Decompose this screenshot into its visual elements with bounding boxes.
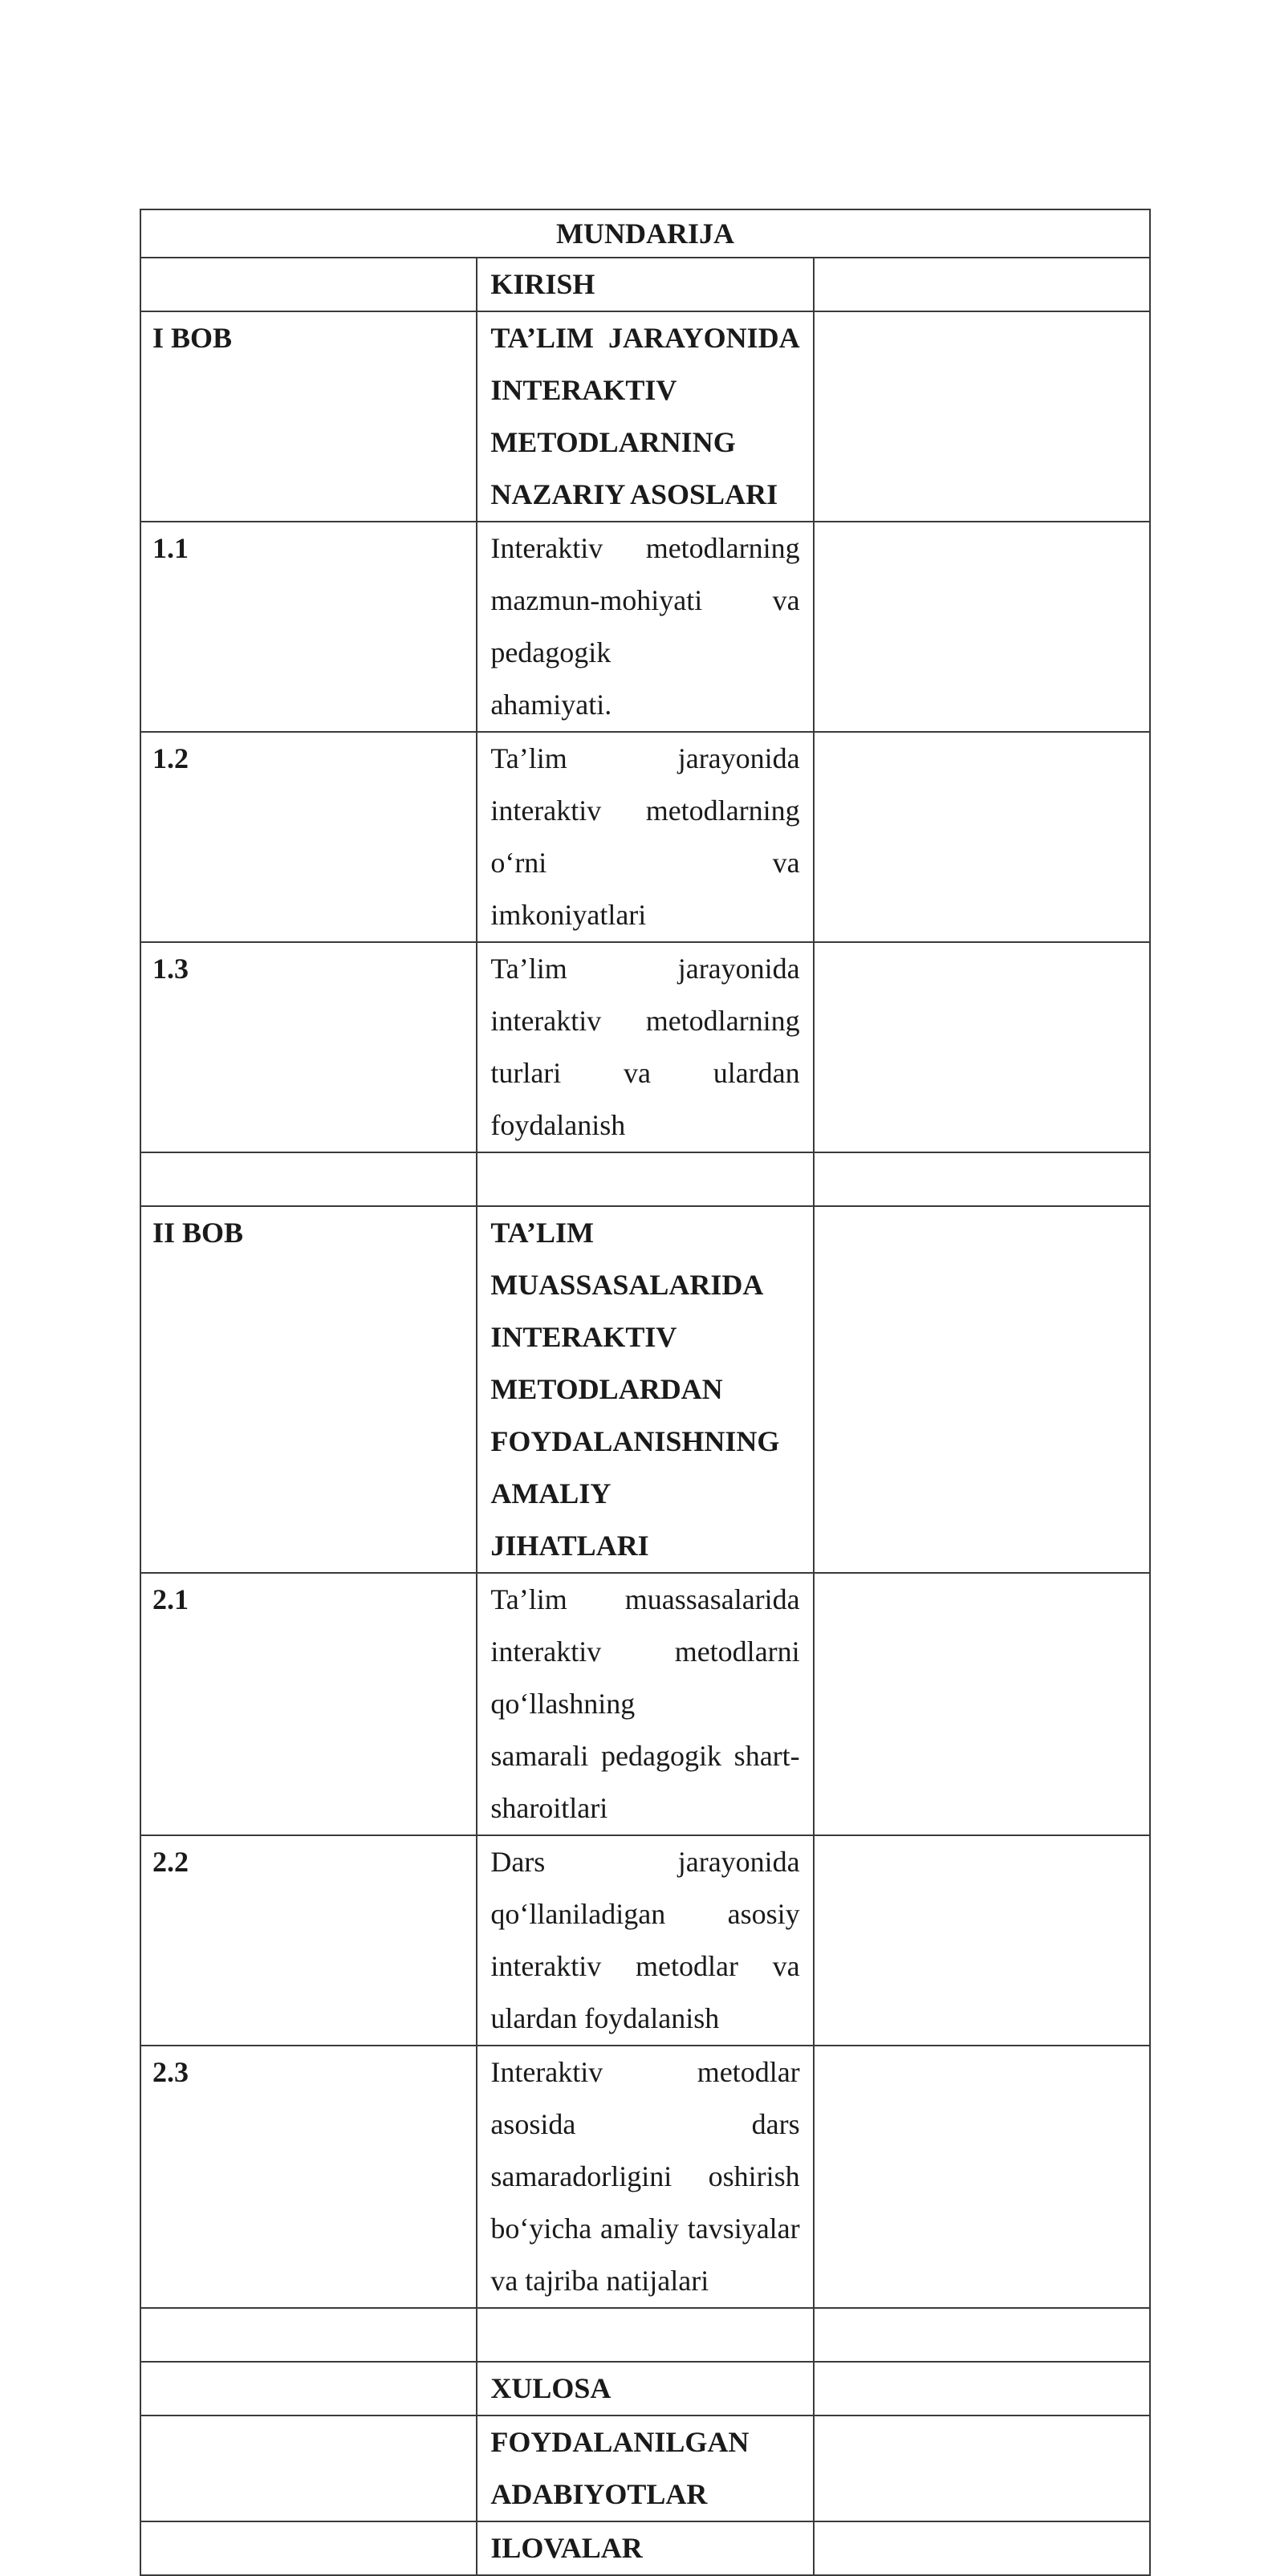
toc-title[interactable] — [477, 1835, 813, 2046]
toc-row — [140, 1835, 1150, 2046]
toc-heading: MUNDARIJA — [140, 209, 1150, 258]
toc-number — [140, 1152, 477, 1206]
toc-number: 1.1 — [140, 522, 477, 732]
toc-title-line: Dars jarayonida qo‘llaniladigan asosiy interaktiv metodlar va — [490, 1846, 800, 1982]
toc-title-line: Interaktiv metodlarning mazmun-mohiyati va pedagogik — [490, 532, 800, 668]
toc-title-line: Interaktiv metodlar asosida dars samaradorligini oshirish — [490, 2056, 800, 2192]
toc-row-empty — [140, 2308, 1150, 2362]
toc-title[interactable] — [477, 1206, 813, 1573]
toc-row — [140, 2046, 1150, 2308]
toc-number: 2.2 — [140, 1835, 477, 2046]
toc-page-cell — [814, 2046, 1150, 2308]
toc-title — [477, 2308, 813, 2362]
toc-title-line: TA’LIM JARAYONIDA INTERAKTIV — [490, 322, 800, 406]
toc-number: I BOB — [140, 311, 477, 522]
toc-page-cell — [814, 522, 1150, 732]
toc-row — [140, 258, 1150, 311]
toc-page-cell — [814, 311, 1150, 522]
toc-row — [140, 1206, 1150, 1573]
toc-title-line: METODLARDAN FOYDALANISHNING AMALIY — [490, 1373, 780, 1509]
toc-row — [140, 732, 1150, 942]
toc-number: 1.3 — [140, 942, 477, 1152]
toc-title-line: bo‘yicha amaliy tavsiyalar va tajriba natijalari — [490, 2212, 800, 2297]
toc-title[interactable] — [477, 1573, 813, 1835]
toc-title-line: TA’LIM MUASSASALARIDA INTERAKTIV — [490, 1217, 764, 1353]
toc-title[interactable]: FOYDALANILGAN ADABIYOTLAR — [477, 2416, 813, 2521]
toc-title[interactable] — [477, 732, 813, 942]
toc-row — [140, 2521, 1150, 2575]
toc-title-line: ahamiyati. — [490, 689, 612, 721]
toc-title-line: METODLARNING NAZARIY ASOSLARI — [490, 426, 778, 510]
toc-title[interactable] — [477, 2046, 813, 2308]
toc-title[interactable]: KIRISH — [477, 258, 813, 311]
toc-title — [477, 1152, 813, 1206]
toc-number: 1.2 — [140, 732, 477, 942]
toc-row — [140, 522, 1150, 732]
toc-title-line: samarali pedagogik shart-sharoitlari — [490, 1740, 800, 1824]
toc-title-line: ulardan foydalanish — [490, 2002, 720, 2034]
toc-page-cell — [814, 258, 1150, 311]
toc-title-line: Ta’lim jarayonida interaktiv metodlarning o‘rni va — [490, 742, 800, 879]
toc-page-cell — [814, 942, 1150, 1152]
toc-page-cell — [814, 1835, 1150, 2046]
toc-page-cell — [814, 2308, 1150, 2362]
toc-page-cell — [814, 732, 1150, 942]
toc-title[interactable]: XULOSA — [477, 2362, 813, 2416]
toc-page-cell — [814, 1206, 1150, 1573]
toc-title[interactable] — [477, 942, 813, 1152]
toc-page-cell — [814, 1152, 1150, 1206]
toc-row — [140, 311, 1150, 522]
toc-page-cell — [814, 1573, 1150, 1835]
toc-row — [140, 942, 1150, 1152]
toc-title[interactable] — [477, 522, 813, 732]
toc-number — [140, 2521, 477, 2575]
toc-title[interactable] — [477, 311, 813, 522]
toc-row — [140, 1573, 1150, 1835]
toc-number — [140, 2362, 477, 2416]
toc-page-cell — [814, 2416, 1150, 2521]
toc-row — [140, 2362, 1150, 2416]
toc-number: II BOB — [140, 1206, 477, 1573]
toc-number: 2.3 — [140, 2046, 477, 2308]
toc-title-line: foydalanish — [490, 1109, 626, 1141]
toc-page-cell — [814, 2521, 1150, 2575]
toc-title-line: Ta’lim muassasalarida interaktiv metodlarni qo‘llashning — [490, 1583, 800, 1720]
toc-title-line: imkoniyatlari — [490, 899, 647, 931]
toc-number — [140, 258, 477, 311]
table-of-contents — [140, 209, 1151, 2576]
toc-page-cell — [814, 2362, 1150, 2416]
toc-row — [140, 2416, 1150, 2521]
toc-title-line: Ta’lim jarayonida interaktiv metodlarning turlari va ulardan — [490, 953, 800, 1089]
toc-title[interactable]: ILOVALAR — [477, 2521, 813, 2575]
toc-row-empty — [140, 1152, 1150, 1206]
toc-title-line: JIHATLARI — [490, 1530, 649, 1562]
toc-number — [140, 2308, 477, 2362]
toc-number: 2.1 — [140, 1573, 477, 1835]
toc-number — [140, 2416, 477, 2521]
